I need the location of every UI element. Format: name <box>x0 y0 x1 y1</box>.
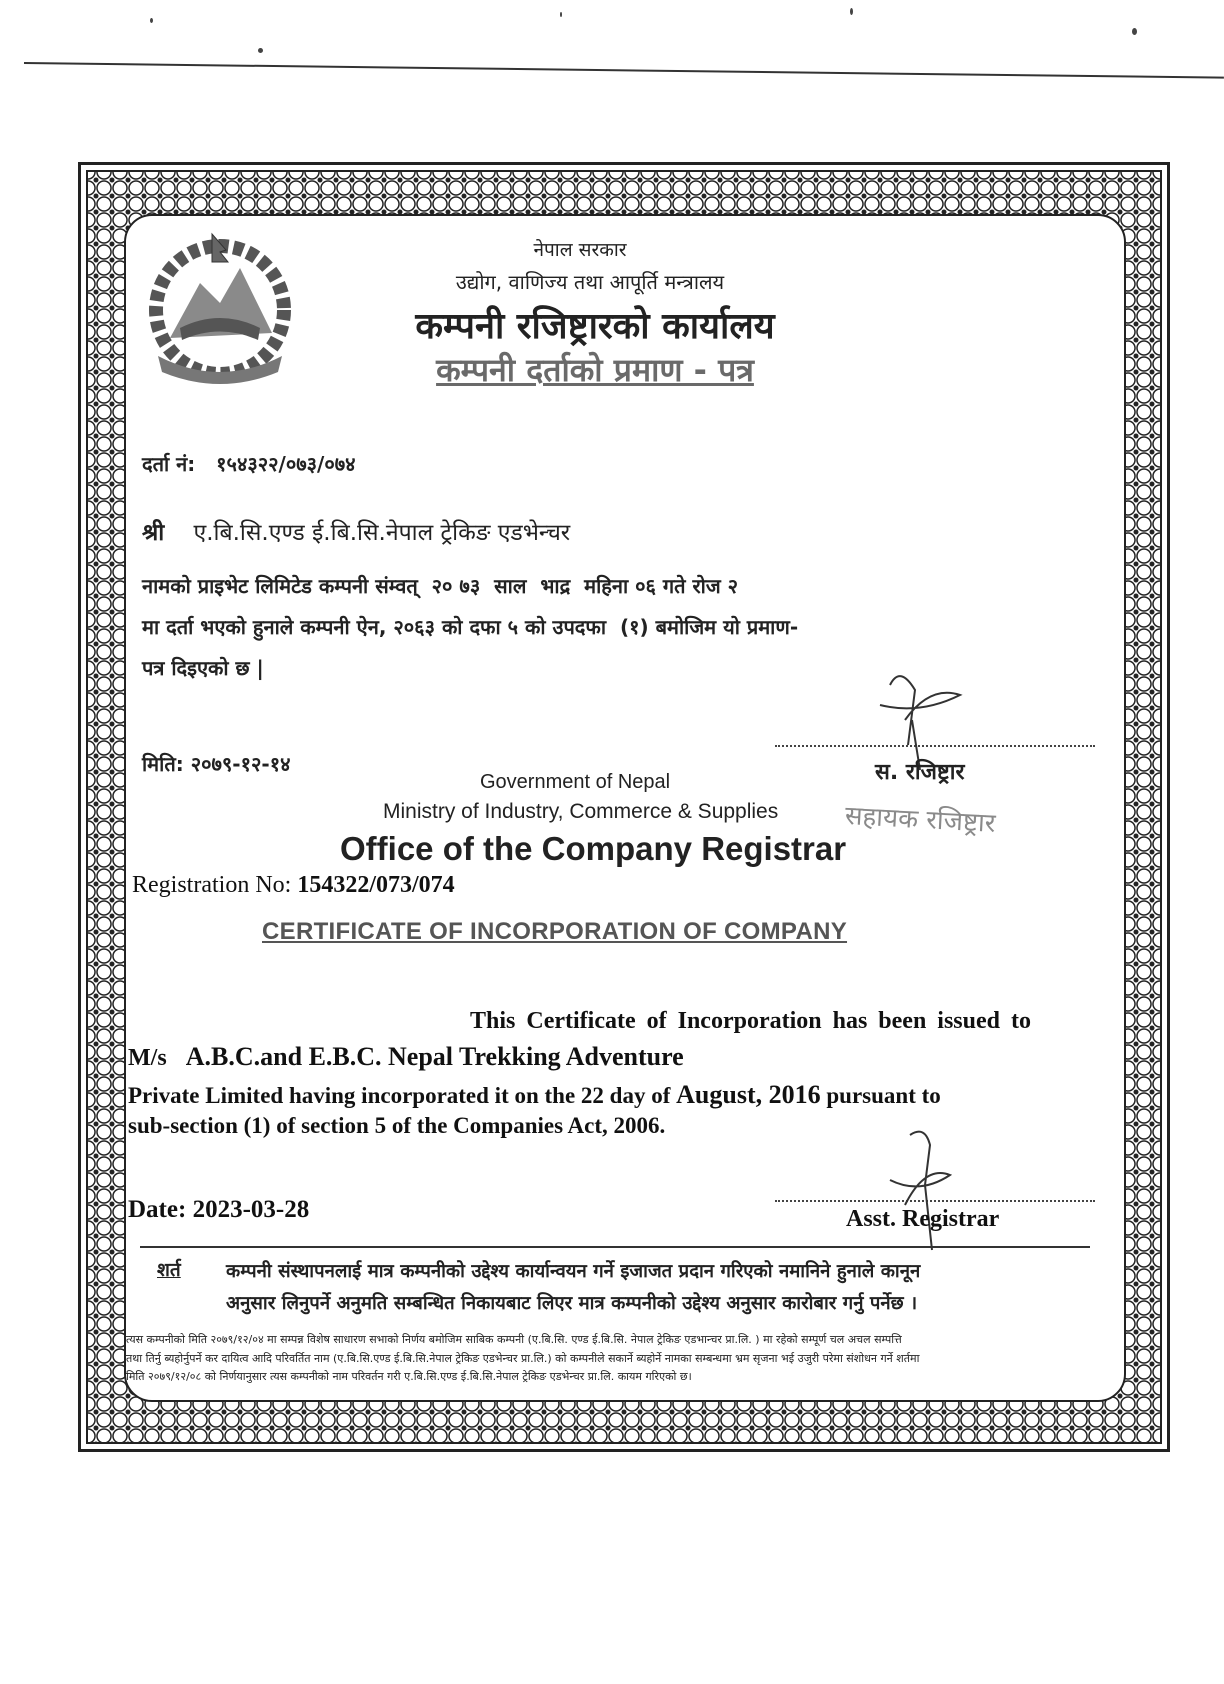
certificate-title-en: CERTIFICATE OF INCORPORATION OF COMPANY <box>262 918 848 945</box>
signatory-title-en: Asst. Registrar <box>846 1206 1000 1232</box>
government-title-np: नेपाल सरकार <box>533 239 627 261</box>
body-line: नामको प्राइभेट लिमिटेड कम्पनी संम्वत् २० ७३ साल भाद्र महिना ०६ गते रोज २ <box>142 574 739 598</box>
paragraph-text: Private Limited having incorporated it on the 22 day of <box>128 1083 677 1108</box>
footnote-line: तथा तिर्नु ब्यहोर्नुपर्ने कर दायित्व आदि परिवर्तित नाम (ए.बि.सि.एण्ड ई.बि.सि.नेपाल ट्रेकिङ एडभेन्चर प्रा.लि.) को कम्पनीले सकार्ने ब्यहोर्ने नामका सम्बन्धमा भ्रम सृजना भई उजुरी परेमा संशोधन गर्ने शर्तमा <box>126 1351 920 1365</box>
honorific-np: श्री <box>142 520 165 546</box>
paragraph-text: pursuant to <box>820 1083 941 1108</box>
company-name-np <box>142 515 570 547</box>
scan-speck <box>850 8 853 15</box>
footnote-line: मिति २०७९/१२/०८ को निर्णयानुसार त्यस कम्पनीको नाम परिवर्तन गरी ए.बि.सि.एण्ड ई.बि.सि.नेपाल ट्रेकिङ एडभेन्चर प्रा.लि. कायम गरिएको छ। <box>126 1370 692 1383</box>
date-label-np: मिति: <box>142 752 184 776</box>
registration-value-np: १५४३२२/०७३/०७४ <box>216 452 356 476</box>
name-change-footnote <box>126 1331 1086 1387</box>
date-value-np: २०७९-१२-१४ <box>190 752 291 776</box>
footnote-line: त्यस कम्पनीको मिति २०७९/१२/०४ मा सम्पन्न विशेष साधारण सभाको निर्णय बमोजिम साबिक कम्पनी (ए.बि.सि. एण्ड ई.बि.सि. नेपाल ट्रेकिङ एडभान्चर प्रा.लि. ) मा रहेको सम्पूर्ण चल अचल सम्पत्ति <box>126 1333 902 1346</box>
certificate-title-np: कम्पनी दर्ताको प्रमाण - पत्र <box>436 351 754 389</box>
scan-speck <box>150 18 153 23</box>
ministry-title-np: उद्योग, वाणिज्य तथा आपूर्ति मन्त्रालय <box>455 270 725 294</box>
government-title-en: Government of Nepal <box>480 771 671 793</box>
date-label-en: Date: <box>128 1196 187 1223</box>
incorporation-date: August, 2016 <box>676 1080 821 1109</box>
conditions-text <box>226 1256 1086 1320</box>
condition-line: अनुसार लिनुपर्ने अनुमति सम्बन्धित निकायबाट लिएर मात्र कम्पनीको उद्देश्य अनुसार कारोबार गर्नु पर्नेछ । <box>226 1293 918 1314</box>
assistant-registrar-stamp: सहायक रजिष्ट्रार <box>844 801 997 839</box>
date-en <box>128 1196 309 1224</box>
scan-speck <box>258 48 263 53</box>
condition-line: कम्पनी संस्थापनलाई मात्र कम्पनीको उद्देश्य कार्यान्वयन गर्ने इजाजत प्रदान गरिएको नमानिने हुनाले कानून <box>226 1261 921 1282</box>
scan-speck <box>560 12 562 17</box>
ms-prefix: M/s <box>128 1045 167 1071</box>
issued-statement: This Certificate of Incorporation has been issued to <box>470 1008 1031 1034</box>
body-line: पत्र दिइएको छ | <box>142 656 264 680</box>
paragraph-line: sub-section (1) of section 5 of the Companies Act, 2006. <box>128 1113 666 1138</box>
body-line: मा दर्ता भएको हुनाले कम्पनी ऐन, २०६३ को दफा ५ को उपदफा (१) बमोजिम यो प्रमाण- <box>142 615 799 639</box>
office-title-en: Office of the Company Registrar <box>340 830 847 867</box>
company-name-value-np: ए.बि.सि.एण्ड ई.बि.सि.नेपाल ट्रेकिङ एडभेन्चर <box>193 520 571 546</box>
ministry-title-en: Ministry of Industry, Commerce & Supplies <box>383 800 779 823</box>
scan-edge-line <box>24 62 1224 79</box>
company-name-value-en: A.B.C.and E.B.C. Nepal Trekking Adventure <box>185 1042 684 1071</box>
registration-label-en: Registration No: <box>132 872 292 898</box>
registration-number-en <box>132 872 455 899</box>
registration-label-np: दर्ता नं: <box>142 452 196 476</box>
date-np <box>142 750 291 777</box>
registration-value-en: 154322/073/074 <box>297 872 455 898</box>
signatory-title-np: स. रजिष्ट्रार <box>875 760 965 785</box>
office-title-np: कम्पनी रजिष्ट्रारको कार्यालय <box>415 306 775 347</box>
registration-number-np <box>142 450 356 477</box>
company-name-en <box>128 1042 684 1072</box>
conditions-label: शर्त <box>157 1259 181 1281</box>
nepal-emblem-icon <box>140 228 300 388</box>
scan-speck <box>1132 28 1137 35</box>
paragraph-line <box>128 1080 1088 1111</box>
conditions-divider <box>140 1246 1090 1248</box>
signature-mark-en <box>870 1125 980 1255</box>
date-value-en: 2023-03-28 <box>192 1196 310 1223</box>
